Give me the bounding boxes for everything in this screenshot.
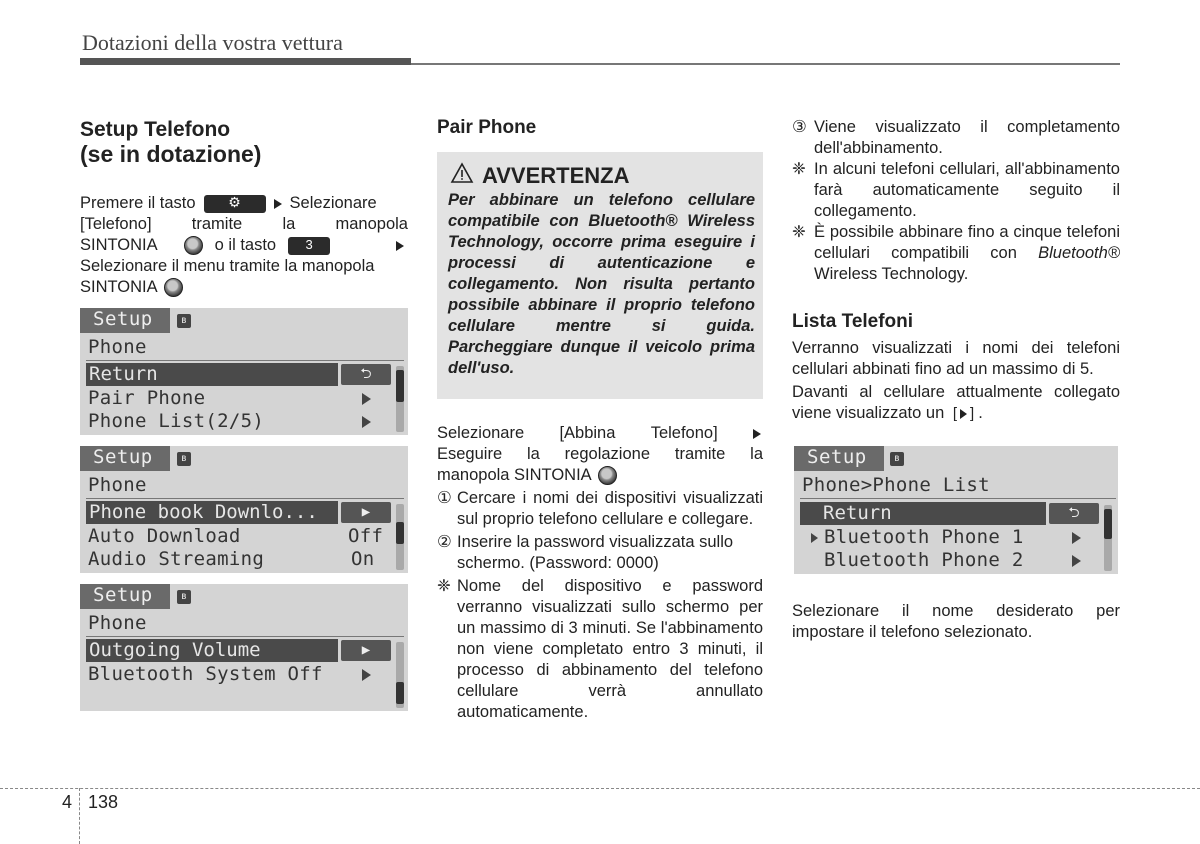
step-text: Viene visualizzato il completamento dell'abbinamento. xyxy=(814,118,1120,157)
phone-list-item[interactable]: Bluetooth Phone 2 xyxy=(824,549,1024,571)
menu-item-return[interactable] xyxy=(800,502,1046,525)
back-icon[interactable]: ⮌ xyxy=(341,364,391,385)
note xyxy=(437,576,763,723)
connected-marker-icon xyxy=(811,533,818,543)
arrow-right-icon xyxy=(396,241,404,251)
key-3-icon: 3 xyxy=(288,237,330,255)
text-word: Selezionare xyxy=(437,424,525,442)
section-title-line2: (se in dotazione) xyxy=(80,141,262,167)
scrollbar-thumb[interactable] xyxy=(396,682,404,704)
scrollbar-thumb[interactable] xyxy=(1104,509,1112,539)
menu-item-audio-streaming[interactable]: Audio Streaming xyxy=(88,548,265,570)
menu-item-outgoing-volume[interactable] xyxy=(86,639,338,662)
screen-title: Setup xyxy=(807,446,867,468)
warning-triangle-icon xyxy=(450,162,474,184)
screen-title: Setup xyxy=(93,446,153,468)
tune-knob-icon xyxy=(598,466,617,485)
step-text: Inserire la password visualizzata sullo schermo. (Password: 0000) xyxy=(457,533,734,572)
tune-knob-icon xyxy=(164,278,183,297)
menu-item-label: Outgoing Volume xyxy=(89,639,261,661)
note-text: In alcuni telefoni cellulari, all'abbinamento farà automaticamente seguito il collegamento. xyxy=(814,160,1120,220)
step-number: ③ xyxy=(792,118,807,136)
instr-text: Selezionare xyxy=(289,194,377,212)
instr-line xyxy=(80,214,408,235)
bluetooth-icon: ʙ xyxy=(890,452,904,466)
bluetooth-icon: ʙ xyxy=(177,452,191,466)
menu-item-phone-list[interactable]: Phone List(2/5) xyxy=(88,410,265,432)
screen-title: Setup xyxy=(93,308,153,330)
setup-instructions xyxy=(80,193,408,298)
screen-subtitle: Phone>Phone List xyxy=(802,474,990,496)
screen-subtitle: Phone xyxy=(88,612,147,634)
menu-item-value: Off xyxy=(348,525,384,547)
menu-item-phonebook-download[interactable] xyxy=(86,501,338,524)
instr-word: manopola xyxy=(335,215,408,233)
paragraph: Verranno visualizzati i nomi dei telefoni cellulari abbinati fino ad un massimo di 5. xyxy=(792,339,1120,378)
text-line: Eseguire la regolazione tramite la xyxy=(437,445,763,463)
note xyxy=(792,159,1120,222)
note-symbol: ❈ xyxy=(792,223,806,241)
arrow-right-icon xyxy=(274,199,282,209)
arrow-right-icon[interactable]: ▶ xyxy=(341,502,391,523)
instr-text: Premere il tasto xyxy=(80,194,196,212)
note-text xyxy=(814,222,1120,285)
text-line xyxy=(437,423,763,444)
setup-key-icon: ⚙ xyxy=(204,195,266,213)
note-text-part: È possibile abbinare fino a cinque telefoni cellulari compatibili con xyxy=(814,223,1120,262)
screen-subtitle: Phone xyxy=(88,474,147,496)
instr-word: [Telefono] xyxy=(80,215,152,233)
lcd-screen-phone-menu xyxy=(80,308,408,435)
lcd-screen-phone-volume xyxy=(80,584,408,711)
menu-item-return[interactable] xyxy=(86,363,338,386)
instr-word: la xyxy=(282,215,296,233)
header-title: Dotazioni della vostra vettura xyxy=(82,30,343,55)
paragraph xyxy=(792,382,1120,424)
pair-phone-body xyxy=(437,423,763,723)
tune-knob-icon xyxy=(184,236,203,255)
footer-rule xyxy=(0,788,1200,789)
arrow-right-icon[interactable]: ▶ xyxy=(341,640,391,661)
arrow-right-icon xyxy=(362,669,371,681)
paragraph: Selezionare il nome desiderato per impostare il telefono selezionato. xyxy=(792,602,1120,641)
menu-item-label: Phone book Downlo... xyxy=(89,501,318,523)
instr-text: SINTONIA xyxy=(80,236,158,254)
step-number: ② xyxy=(437,533,452,551)
section-title xyxy=(80,118,261,166)
section-title-line1: Setup Telefono xyxy=(80,118,231,141)
menu-item-auto-download[interactable]: Auto Download xyxy=(88,525,241,547)
pair-phone-title: Pair Phone xyxy=(437,117,537,138)
bluetooth-icon: ʙ xyxy=(177,590,191,604)
back-icon[interactable]: ⮌ xyxy=(1049,503,1099,524)
step-2 xyxy=(437,532,763,574)
step-3 xyxy=(792,117,1120,159)
page-number: 138 xyxy=(88,792,119,812)
step-number: ① xyxy=(437,489,452,507)
screen-title: Setup xyxy=(93,584,153,606)
pairing-notes xyxy=(792,117,1120,285)
warning-box xyxy=(437,152,763,399)
menu-item-bluetooth-off[interactable]: Bluetooth System Off xyxy=(88,663,323,685)
arrow-right-icon xyxy=(362,416,371,428)
text-line: manopola SINTONIA xyxy=(437,466,592,484)
phone-list-body xyxy=(792,338,1120,424)
instr-word: tramite xyxy=(191,215,243,233)
menu-item-value: On xyxy=(351,548,375,570)
arrow-right-icon xyxy=(1072,532,1081,544)
bluetooth-icon: ʙ xyxy=(177,314,191,328)
note-text-part: Wireless Technology. xyxy=(814,265,969,283)
menu-item-pair-phone[interactable]: Pair Phone xyxy=(88,387,206,409)
connected-marker-icon: [ ] xyxy=(952,405,975,423)
arrow-right-icon xyxy=(1072,555,1081,567)
text-word: Telefono] xyxy=(650,424,718,442)
paragraph-part: . xyxy=(978,404,983,422)
lcd-screen-phone-list xyxy=(794,446,1118,574)
instr-line xyxy=(80,235,408,256)
screen-subtitle: Phone xyxy=(88,336,147,358)
warning-title: AVVERTENZA xyxy=(482,163,630,188)
scrollbar-thumb[interactable] xyxy=(396,522,404,544)
step-1 xyxy=(437,488,763,530)
arrow-right-icon xyxy=(362,393,371,405)
note-text-italic: Bluetooth® xyxy=(1038,244,1120,262)
warning-text: Per abbinare un telefono cellulare compatibile con Bluetooth® Wireless Technology, occorre prima eseguire i processi di autenticazione e collegamento. Non risulta pertanto possibile abbinare il proprio telefono cellulare mentre si guida. Parcheggiare dunque il veicolo prima dell'uso. xyxy=(448,191,755,377)
note xyxy=(792,222,1120,285)
note-symbol: ❈ xyxy=(792,160,806,178)
instr-text: o il tasto xyxy=(214,236,277,254)
scrollbar-thumb[interactable] xyxy=(396,370,404,402)
lcd-screen-phone-settings xyxy=(80,446,408,573)
note-symbol: ❈ xyxy=(437,577,451,595)
header-rule-thin xyxy=(411,63,1120,65)
footer-divider xyxy=(79,788,80,844)
phone-list-item[interactable]: Bluetooth Phone 1 xyxy=(824,526,1024,548)
step-text: Cercare i nomi dei dispositivi visualizzati sul proprio telefono cellulare e collegare. xyxy=(457,489,763,528)
note-text: Nome del dispositivo e password verranno visualizzati sullo schermo per un massimo di 3 minuti. Se l'abbinamento non viene completato entro 3 minuti, il processo di abbinamento del telefono cellulare verrà annullato automaticamente. xyxy=(457,577,763,721)
paragraph-part: Davanti al cellulare attualmente collegato viene visualizzato un xyxy=(792,383,1120,422)
phone-list-title: Lista Telefoni xyxy=(792,311,914,332)
header-rule-dark xyxy=(80,58,411,65)
instr-text: Selezionare il menu tramite la manopola xyxy=(80,257,375,275)
arrow-right-icon xyxy=(753,429,761,439)
menu-item-label: Return xyxy=(89,363,158,385)
menu-item-label: Return xyxy=(823,502,892,524)
chapter-number: 4 xyxy=(62,792,73,812)
text-word: [Abbina xyxy=(559,424,616,442)
instr-text: SINTONIA xyxy=(80,278,158,296)
